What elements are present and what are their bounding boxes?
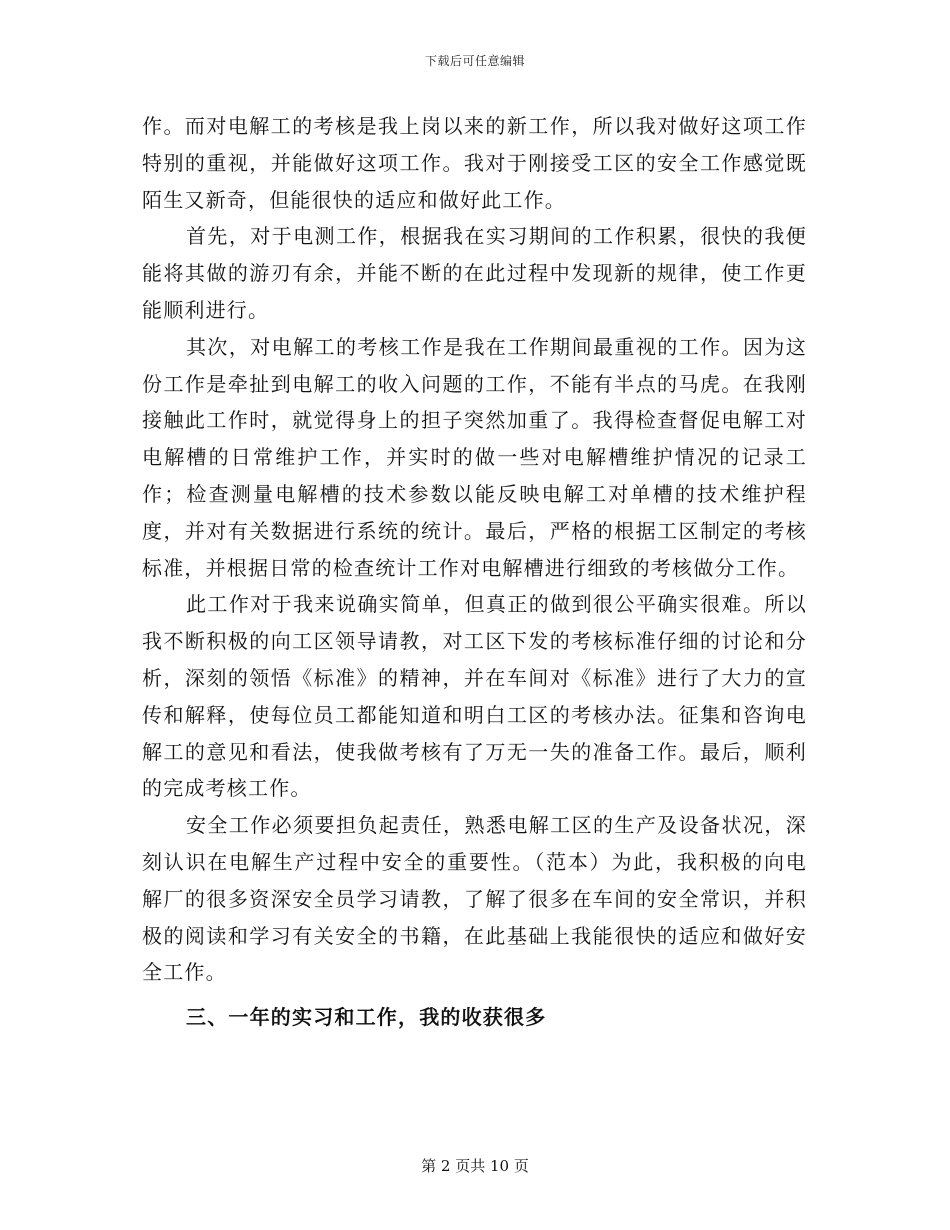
document-body [142, 108, 807, 1036]
page-header: 下载后可任意编辑 [424, 54, 525, 68]
section-heading: 三、一年的实习和工作，我的收获很多 [186, 1005, 547, 1030]
paragraph-fairness: 此工作对于我来说确实简单，但真正的做到很公平确实很难。所以我不断积极的向工区领导请教，对工区下发的考核标准仔细的讨论和分析，深刻的领悟《标准》的精神，并在车间对《标准》进行了大力的宣传和解释，使每位员工都能知道和明白工区的考核办法。征集和咨询电解工的意见和看法，使我做考核有了万无一失的准备工作。最后，顺利的完成考核工作。 [142, 592, 807, 801]
paragraph-continuation: 作。而对电解工的考核是我上岗以来的新工作，所以我对做好这项工作特别的重视，并能做好这项工作。我对于刚接受工区的安全工作感觉既陌生又新奇，但能很快的适应和做好此工作。 [142, 114, 807, 212]
paragraph-electrical-measurement: 首先，对于电测工作，根据我在实习期间的工作积累，很快的我便能将其做的游刃有余，并能不断的在此过程中发现新的规律，使工作更能顺利进行。 [142, 224, 807, 322]
paragraph-assessment-work: 其次，对电解工的考核工作是我在工作期间最重视的工作。因为这份工作是牵扯到电解工的收入问题的工作，不能有半点的马虎。在我刚接触此工作时，就觉得身上的担子突然加重了。我得检查督促电解工对电解槽的日常维护工作，并实时的做一些对电解槽维护情况的记录工作；检查测量电解槽的技术参数以能反映电解工对单槽的技术维护程度，并对有关数据进行系统的统计。最后，严格的根据工区制定的考核标准，并根据日常的检查统计工作对电解槽进行细致的考核做分工作。 [142, 334, 807, 580]
page-footer: 第 2 页共 10 页 [421, 1157, 529, 1175]
paragraph-safety-work: 安全工作必须要担负起责任，熟悉电解工区的生产及设备状况，深刻认识在电解生产过程中安全的重要性。（范本）为此，我积极的向电解厂的很多资深安全员学习请教，了解了很多在车间的安全常识，并积极的阅读和学习有关安全的书籍，在此基础上我能很快的适应和做好安全工作。 [142, 813, 807, 985]
